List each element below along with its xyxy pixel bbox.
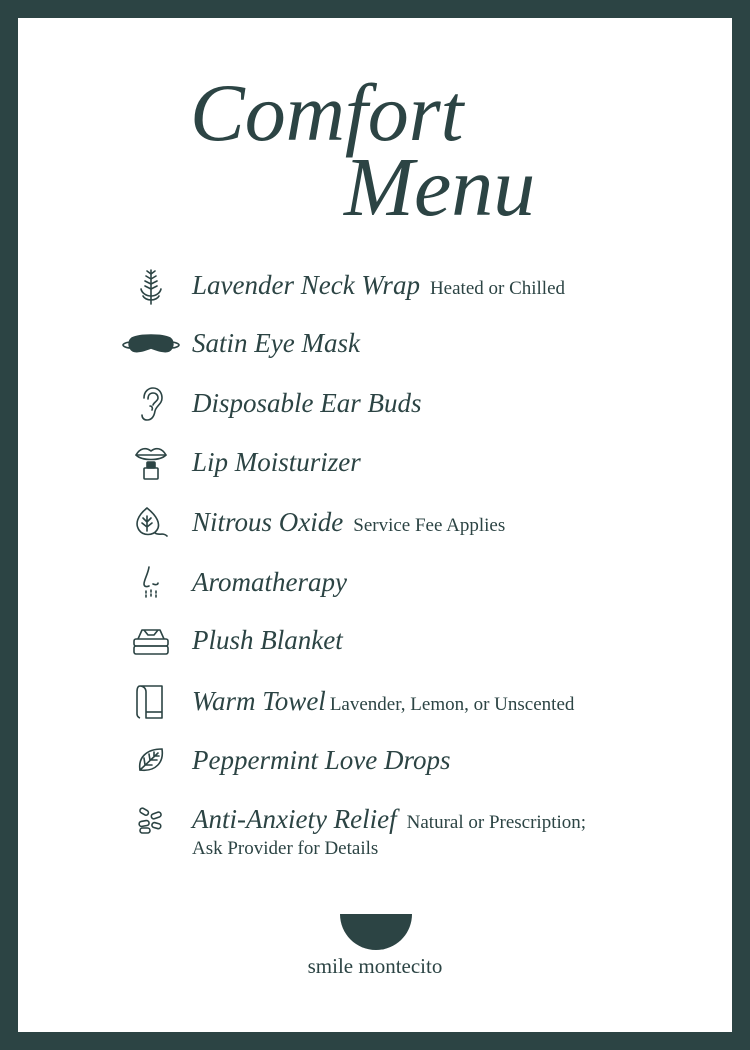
item-name: Aromatherapy — [192, 567, 347, 597]
list-item — [126, 621, 686, 661]
mint-leaf-icon — [126, 741, 176, 781]
item-name: Nitrous Oxide Service Fee Applies — [192, 507, 506, 537]
menu-card — [18, 18, 732, 1032]
list-item — [126, 324, 686, 364]
title-line-1: Comfort — [190, 67, 464, 158]
item-name: Lavender Neck Wrap Heated or Chilled — [192, 270, 566, 300]
list-item — [126, 682, 686, 722]
title-line-2: Menu — [344, 141, 536, 234]
list-item — [126, 741, 686, 781]
smile-bowl-icon — [340, 914, 412, 950]
pills-icon — [126, 800, 176, 840]
lip-balm-icon — [126, 443, 176, 483]
lavender-icon — [126, 266, 176, 306]
item-note: Heated or Chilled — [429, 278, 566, 299]
list-item — [126, 384, 686, 424]
item-name: Disposable Ear Buds — [192, 388, 422, 418]
item-name: Peppermint Love Drops — [192, 745, 451, 775]
list-item — [126, 443, 686, 483]
towel-icon — [126, 682, 176, 722]
item-name: Satin Eye Mask — [192, 328, 360, 358]
blanket-icon — [126, 621, 176, 661]
item-note-line-2: Ask Provider for Details — [192, 838, 379, 859]
list-item — [126, 800, 686, 859]
list-item — [126, 563, 686, 603]
eye-mask-icon — [126, 324, 176, 364]
list-item — [126, 266, 686, 306]
gas-leaf-icon — [126, 503, 176, 543]
item-name: Anti-Anxiety Relief Natural or Prescription; — [192, 804, 587, 834]
item-name: Warm Towel Lavender, Lemon, or Unscented — [192, 686, 575, 716]
item-note: Service Fee Applies — [353, 515, 506, 536]
ear-icon — [126, 384, 176, 424]
list-item — [126, 503, 686, 543]
item-name: Lip Moisturizer — [192, 447, 361, 477]
nose-icon — [126, 563, 176, 603]
item-name: Plush Blanket — [192, 625, 343, 655]
item-note: Natural or Prescription; — [406, 812, 587, 833]
brand-name: smile montecito — [307, 954, 443, 978]
item-note: Lavender, Lemon, or Unscented — [329, 694, 575, 715]
